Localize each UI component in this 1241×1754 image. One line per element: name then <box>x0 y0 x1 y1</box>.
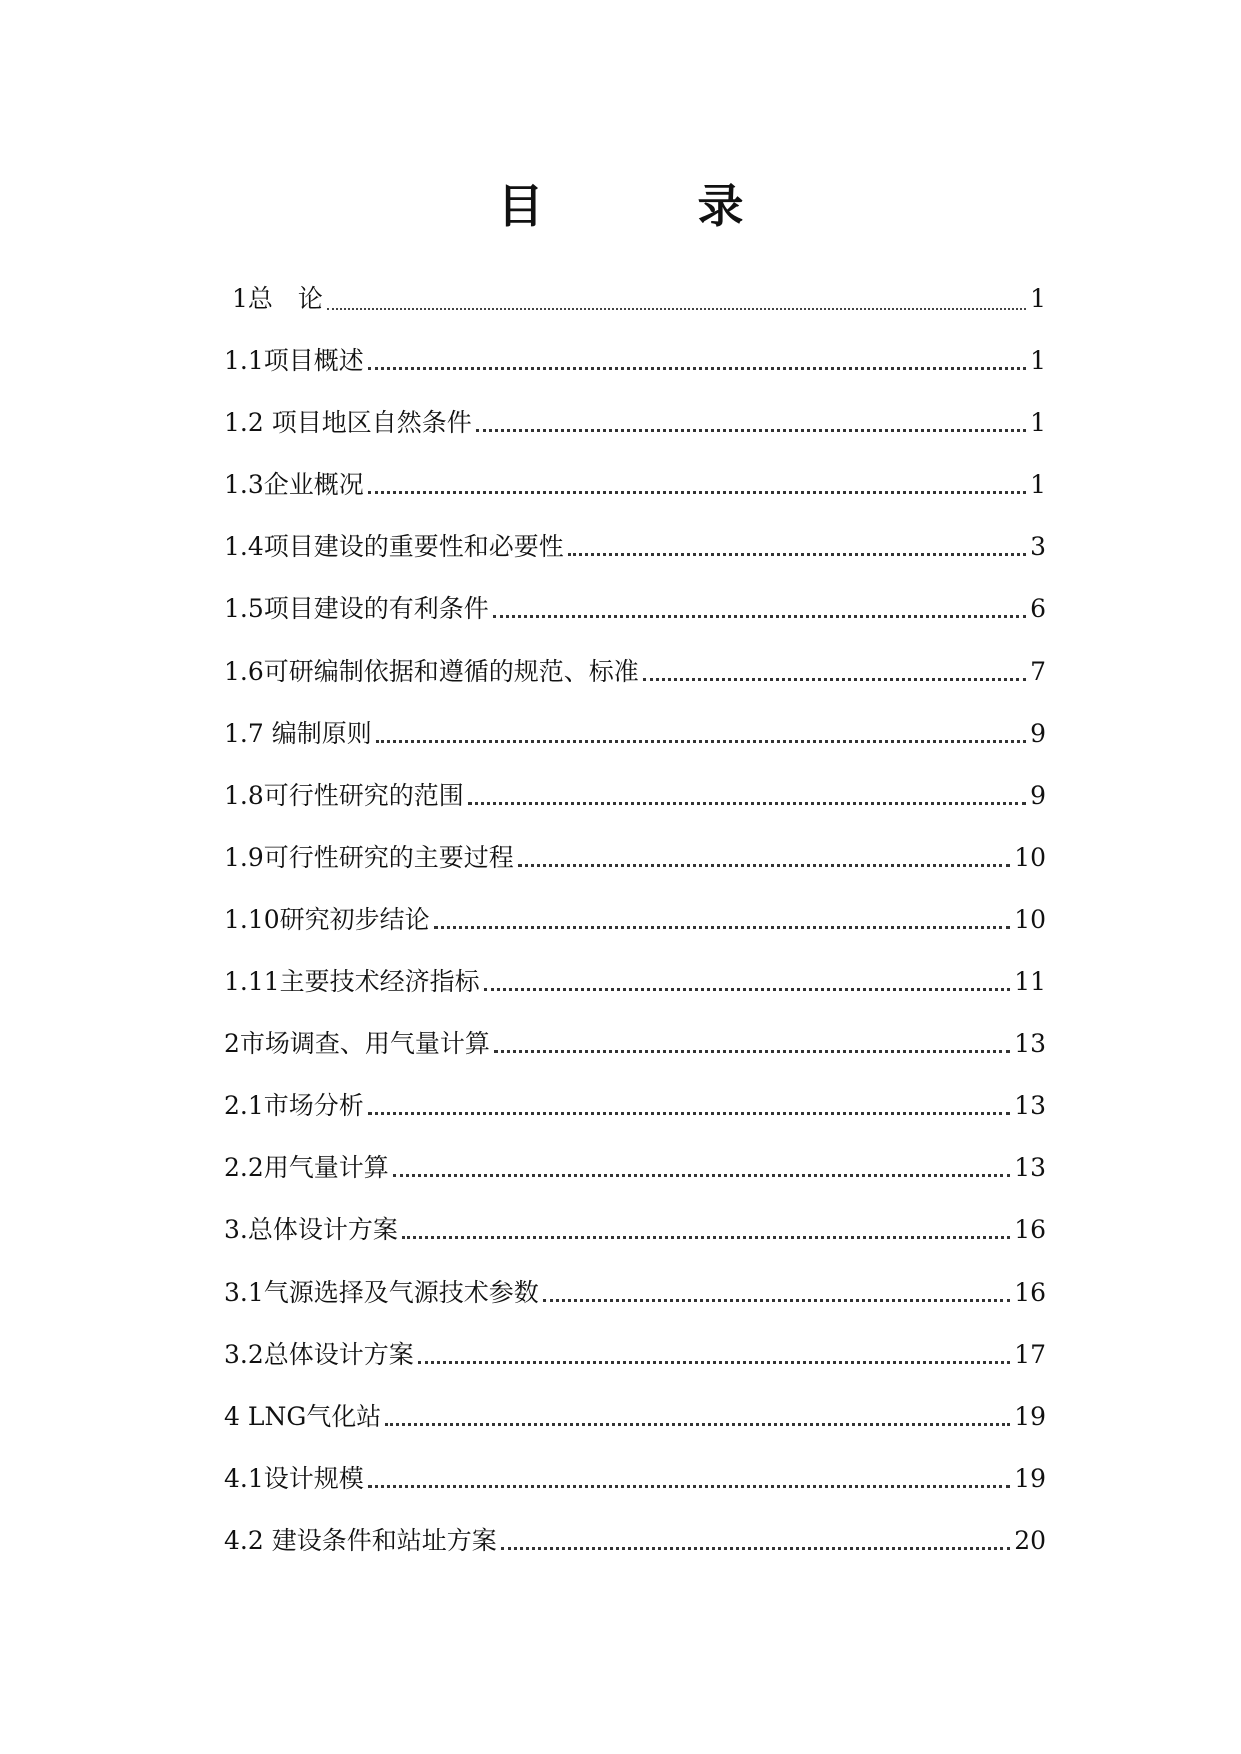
toc-entry-page: 20 <box>1014 1525 1046 1555</box>
toc-entry-page: 10 <box>1014 904 1046 934</box>
toc-entry-label: 1.11主要技术经济指标 <box>224 967 480 997</box>
toc-entry[interactable] <box>224 688 1046 750</box>
toc-entry-page: 1 <box>1030 346 1046 376</box>
toc-entry[interactable] <box>224 998 1046 1060</box>
toc-entry-page: 17 <box>1014 1339 1046 1369</box>
toc-entry-label: 1总 论 <box>232 284 323 313</box>
toc-entry[interactable] <box>224 265 1046 315</box>
toc-entry-page: 16 <box>1014 1215 1046 1245</box>
toc-entry-label: 1.5项目建设的有利条件 <box>224 594 489 624</box>
toc-dot-leader <box>476 429 1026 432</box>
toc-entry-label: 2.1市场分析 <box>224 1091 364 1121</box>
toc-entry-page: 13 <box>1014 1091 1046 1121</box>
toc-entry-label: 1.1项目概述 <box>224 346 364 376</box>
toc-entry-label: 4 LNG气化站 <box>224 1401 382 1431</box>
toc-entry-page: 13 <box>1014 1153 1046 1183</box>
toc-dot-leader <box>484 988 1011 991</box>
toc-entry-label: 2市场调查、用气量计算 <box>224 1029 490 1059</box>
toc-dot-leader <box>493 615 1026 618</box>
toc-entry[interactable] <box>224 874 1046 936</box>
toc-dot-leader <box>385 1423 1010 1426</box>
toc-dot-leader <box>501 1547 1010 1550</box>
toc-entry[interactable] <box>224 563 1046 625</box>
toc-entry-page: 19 <box>1014 1463 1046 1493</box>
toc-entry-page: 9 <box>1030 780 1046 810</box>
toc-entry-page: 1 <box>1030 470 1046 500</box>
toc-dot-leader <box>468 802 1026 805</box>
toc-entry[interactable] <box>224 1371 1046 1433</box>
toc-dot-leader <box>518 864 1010 867</box>
toc-entry[interactable] <box>224 1433 1046 1495</box>
toc-dot-leader <box>643 678 1026 681</box>
toc-entry-label: 4.2 建设条件和站址方案 <box>224 1525 497 1555</box>
page-title: 目 录 <box>497 179 798 233</box>
toc-dot-leader <box>368 491 1026 494</box>
toc-dot-leader <box>418 1361 1010 1364</box>
toc-entry-page: 6 <box>1030 594 1046 624</box>
toc-dot-leader <box>402 1236 1010 1239</box>
toc-entry[interactable] <box>224 1122 1046 1184</box>
toc-entry[interactable] <box>224 1309 1046 1371</box>
table-of-contents <box>224 265 1046 1557</box>
toc-dot-leader <box>368 1112 1010 1115</box>
toc-entry[interactable] <box>224 750 1046 812</box>
toc-entry-page: 1 <box>1030 284 1046 313</box>
toc-entry-page: 10 <box>1014 842 1046 872</box>
toc-entry-label: 3.2总体设计方案 <box>224 1339 414 1369</box>
toc-dot-leader <box>368 367 1026 370</box>
toc-entry[interactable] <box>224 439 1046 501</box>
toc-entry[interactable] <box>224 936 1046 998</box>
toc-entry[interactable] <box>224 1060 1046 1122</box>
toc-entry[interactable] <box>224 377 1046 439</box>
toc-entry-label: 1.7 编制原则 <box>224 718 372 748</box>
toc-entry-page: 1 <box>1030 408 1046 438</box>
toc-dot-leader <box>434 926 1011 929</box>
toc-dot-leader <box>368 1485 1010 1488</box>
toc-dot-leader <box>327 308 1026 310</box>
toc-dot-leader <box>393 1174 1010 1177</box>
toc-dot-leader <box>568 553 1026 556</box>
toc-entry[interactable] <box>224 812 1046 874</box>
toc-entry-label: 1.10研究初步结论 <box>224 904 430 934</box>
toc-entry[interactable] <box>224 625 1046 687</box>
toc-entry-label: 1.8可行性研究的范围 <box>224 780 464 810</box>
toc-entry-label: 1.9可行性研究的主要过程 <box>224 842 514 872</box>
toc-dot-leader <box>494 1050 1010 1053</box>
toc-entry-label: 1.6可研编制依据和遵循的规范、标准 <box>224 656 639 686</box>
toc-entry[interactable] <box>224 1495 1046 1557</box>
toc-entry-label: 3.总体设计方案 <box>224 1215 398 1245</box>
toc-entry-page: 11 <box>1014 967 1046 997</box>
toc-dot-leader <box>543 1299 1010 1302</box>
toc-entry-page: 9 <box>1030 718 1046 748</box>
toc-entry-page: 3 <box>1030 532 1046 562</box>
toc-entry[interactable] <box>224 315 1046 377</box>
toc-entry-label: 1.4项目建设的重要性和必要性 <box>224 532 564 562</box>
toc-entry-label: 3.1气源选择及气源技术参数 <box>224 1277 539 1307</box>
toc-entry[interactable] <box>224 501 1046 563</box>
toc-entry-label: 2.2用气量计算 <box>224 1153 389 1183</box>
toc-entry-label: 1.3企业概况 <box>224 470 364 500</box>
toc-entry-page: 7 <box>1030 656 1046 686</box>
toc-entry-page: 16 <box>1014 1277 1046 1307</box>
toc-entry[interactable] <box>224 1246 1046 1308</box>
toc-entry-page: 19 <box>1014 1401 1046 1431</box>
toc-dot-leader <box>376 740 1026 743</box>
toc-entry-label: 1.2 项目地区自然条件 <box>224 408 472 438</box>
toc-entry-label: 4.1设计规模 <box>224 1463 364 1493</box>
toc-entry[interactable] <box>224 1184 1046 1246</box>
toc-entry-page: 13 <box>1014 1029 1046 1059</box>
